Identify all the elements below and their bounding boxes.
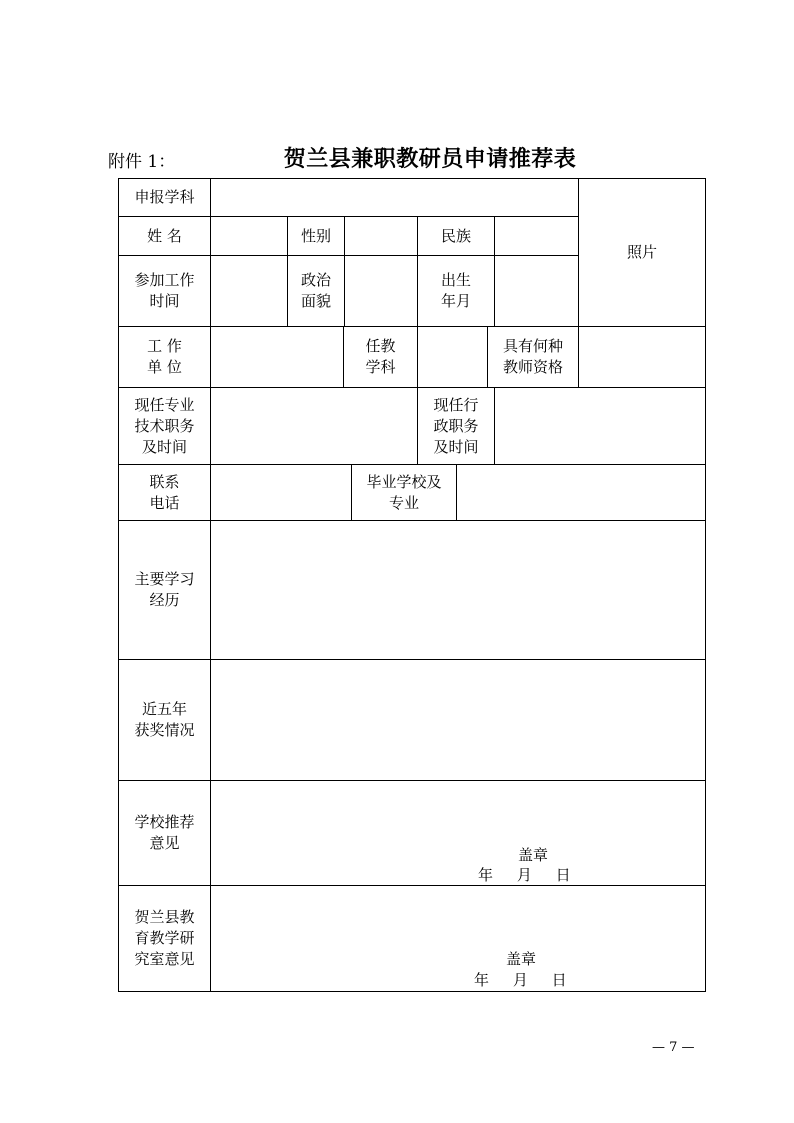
graduate-school-field[interactable] <box>457 465 705 520</box>
attachment-label: 附件 1： <box>108 152 176 172</box>
name-field[interactable] <box>211 217 287 255</box>
label-teacher-qualification: 具有何种 教师资格 <box>502 337 563 376</box>
label-name: 姓 名 <box>147 226 182 245</box>
table-border-bottom <box>118 991 706 992</box>
birth-date-field[interactable] <box>495 256 578 326</box>
research-office-opinion-field[interactable] <box>211 886 705 991</box>
form-title: 贺兰县兼职教研员申请推荐表 <box>283 147 577 172</box>
ethnicity-field[interactable] <box>495 217 578 255</box>
admin-title-field[interactable] <box>495 388 705 464</box>
professional-title-field[interactable] <box>211 388 417 464</box>
table-border-right <box>705 178 706 992</box>
subject-field[interactable] <box>211 179 578 216</box>
school-opinion-field[interactable] <box>211 781 705 885</box>
label-phone: 联系 电话 <box>149 472 180 512</box>
label-admin-title: 现任行 政职务 及时间 <box>433 395 479 456</box>
school-seal-label: 盖章 <box>518 846 549 864</box>
label-work-unit: 工 作 单 位 <box>147 337 182 376</box>
label-research-office-opinion: 贺兰县教 育教学研 究室意见 <box>134 908 195 968</box>
label-school-opinion: 学校推荐 意见 <box>134 813 195 852</box>
label-work-start-time: 参加工作 时间 <box>134 271 195 310</box>
work-start-time-field[interactable] <box>211 256 287 326</box>
label-ethnicity: 民族 <box>440 226 471 245</box>
label-study-history: 主要学习 经历 <box>134 570 195 609</box>
photo-field[interactable] <box>579 179 705 326</box>
work-unit-field[interactable] <box>211 327 343 387</box>
awards-field[interactable] <box>211 660 705 780</box>
label-political-status: 政治 面貌 <box>300 271 331 310</box>
label-awards: 近五年 获奖情况 <box>134 700 195 739</box>
label-birth-date: 出生 年月 <box>440 271 471 310</box>
label-teaching-subject: 任教 学科 <box>365 337 396 376</box>
study-history-field[interactable] <box>211 521 705 659</box>
application-form-table <box>118 178 706 992</box>
office-date-line: 年 月 日 <box>474 971 567 989</box>
label-graduate-school: 毕业学校及 专业 <box>366 472 442 512</box>
school-date-line: 年 月 日 <box>478 866 571 884</box>
label-gender: 性别 <box>300 226 331 245</box>
label-photo: 照片 <box>626 243 657 261</box>
office-seal-label: 盖章 <box>506 950 537 968</box>
phone-field[interactable] <box>211 465 351 520</box>
gender-field[interactable] <box>345 217 417 255</box>
label-subject: 申报学科 <box>134 188 195 206</box>
teacher-qualification-field[interactable] <box>579 327 705 387</box>
teaching-subject-field[interactable] <box>418 327 487 387</box>
label-professional-title: 现任专业 技术职务 及时间 <box>134 395 195 456</box>
political-status-field[interactable] <box>345 256 417 326</box>
page-number: — 7 — <box>652 1040 695 1055</box>
